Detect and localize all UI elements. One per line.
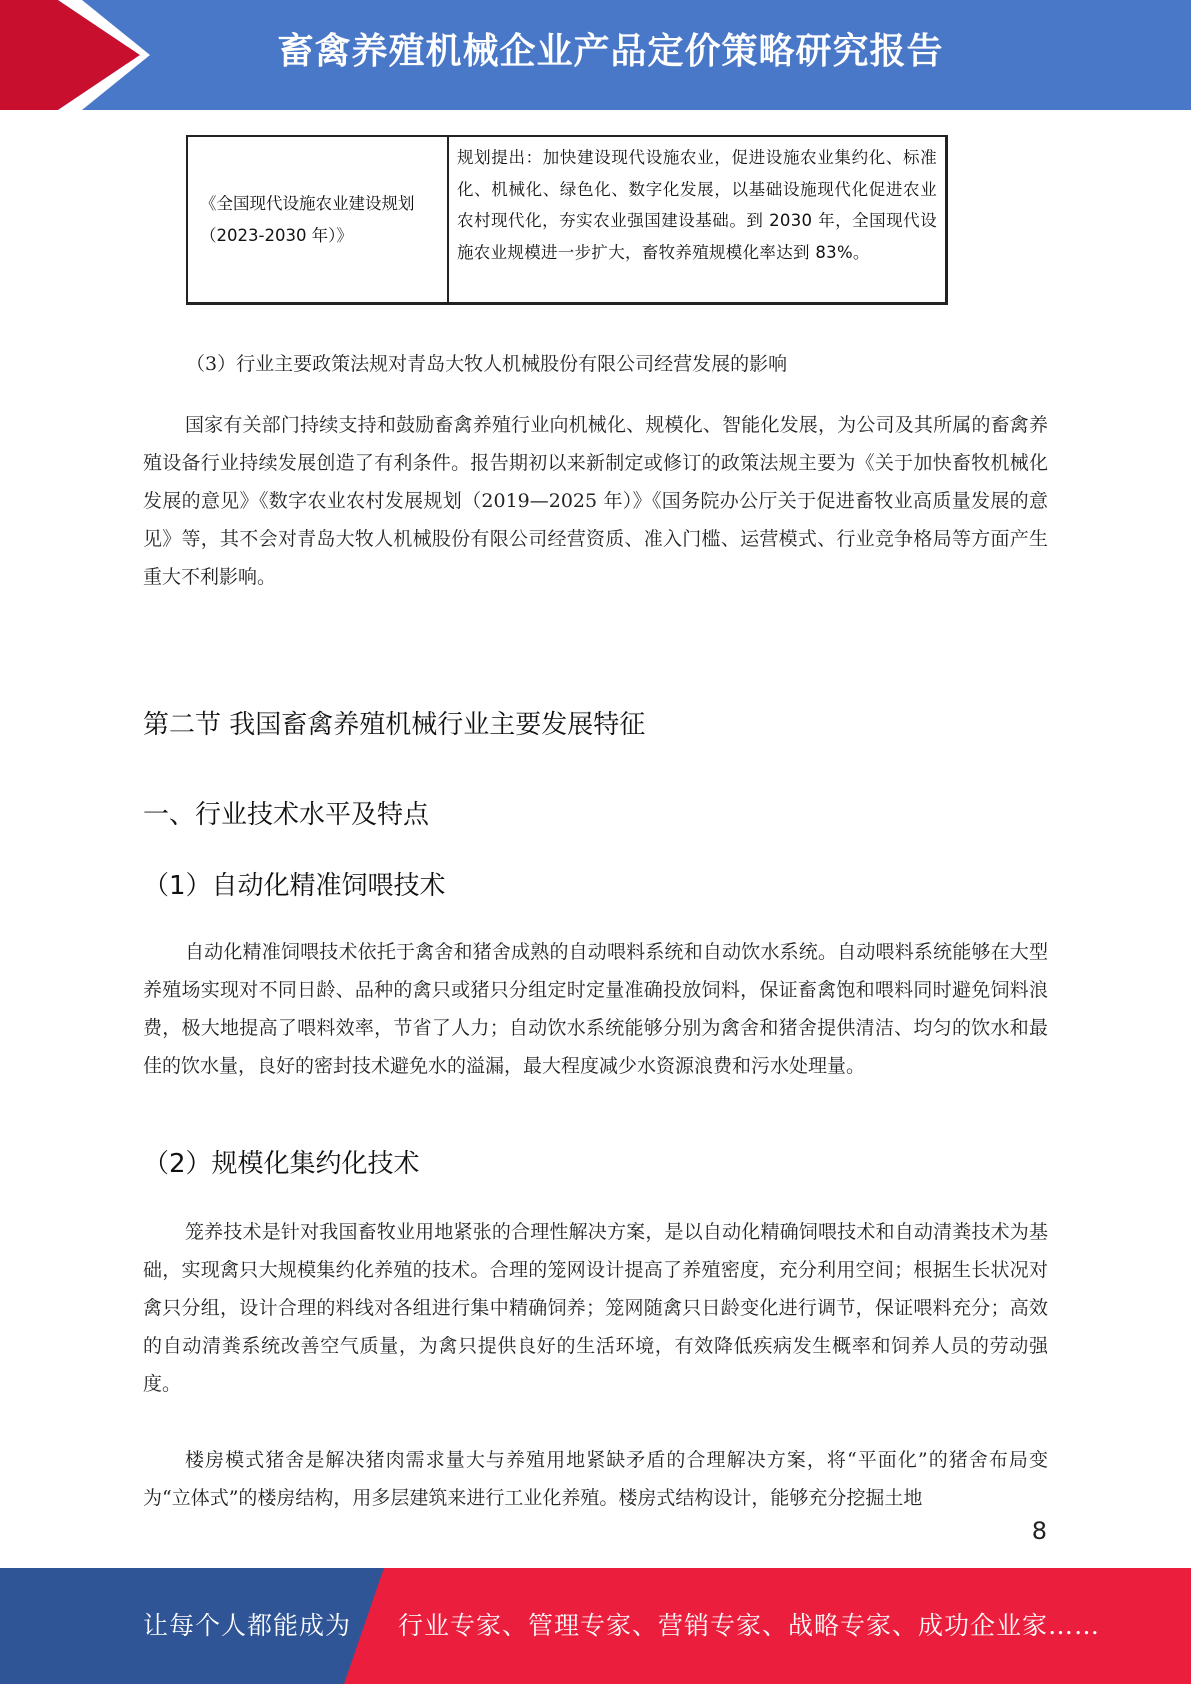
heading-auto-feeding: （1）自动化精准饲喂技术 [143, 871, 446, 901]
policy-name-cell: 《全国现代设施农业建设规划（2023-2030 年）》 [188, 137, 449, 302]
report-title: 畜禽养殖机械企业产品定价策略研究报告 [277, 31, 944, 72]
page-header [0, 0, 1191, 110]
page-footer [0, 1568, 1191, 1684]
footer-slogan-left: 让每个人都能成为 [143, 1611, 352, 1640]
policy-table [186, 135, 948, 305]
paragraph-building: 楼房模式猪舍是解决猪肉需求量大与养殖用地紧缺矛盾的合理解决方案，将“平面化”的猪舍布局变为“立体式”的楼房结构，用多层建筑来进行工业化养殖。楼房式结构设计，能够充分挖掘土地 [143, 1449, 1048, 1509]
sub-item-policy-impact: （3）行业主要政策法规对青岛大牧人机械股份有限公司经营发展的影响 [186, 353, 788, 375]
paragraph-feeding: 自动化精准饲喂技术依托于禽舍和猪舍成熟的自动喂料系统和自动饮水系统。自动喂料系统能够在大型养殖场实现对不同日龄、品种的禽只或猪只分组定时定量准确投放饲料，保证畜禽饱和喂料同时避免饲料浪费，极大地提高了喂料效率，节省了人力；自动饮水系统能够分别为禽舍和猪舍提供清洁、均匀的饮水和最佳的饮水量，良好的密封技术避免水的溢漏，最大程度减少水资源浪费和污水处理量。 [143, 941, 1048, 1077]
paragraph-cage: 笼养技术是针对我国畜牧业用地紧张的合理性解决方案，是以自动化精确饲喂技术和自动清粪技术为基础，实现禽只大规模集约化养殖的技术。合理的笼网设计提高了养殖密度，充分利用空间；根据生长状况对禽只分组，设计合理的料线对各组进行集中精确饲养；笼网随禽只日龄变化进行调节，保证喂料充分；高效的自动清粪系统改善空气质量，为禽只提供良好的生活环境，有效降低疾病发生概率和饲养人员的劳动强度。 [143, 1221, 1048, 1395]
policy-content-cell: 规划提出：加快建设现代设施农业，促进设施农业集约化、标准化、机械化、绿色化、数字化发展，以基础设施现代化促进农业农村现代化，夯实农业强国建设基础。到 2030 年，全国现代设施农业规模进一步扩大，畜牧养殖规模化率达到 83%。 [457, 148, 937, 262]
page-number: 8 [1031, 1517, 1047, 1545]
paragraph-policy: 国家有关部门持续支持和鼓励畜禽养殖行业向机械化、规模化、智能化发展，为公司及其所属的畜禽养殖设备行业持续发展创造了有利条件。报告期初以来新制定或修订的政策法规主要为《关于加快畜牧机械化发展的意见》《数字农业农村发展规划（2019—2025 年）》《国务院办公厅关于促进畜牧业高质量发展的意见》等，其不会对青岛大牧人机械股份有限公司经营资质、准入门槛、运营模式、行业竞争格局等方面产生重大不利影响。 [143, 414, 1048, 588]
heading-scale-intensive: （2）规模化集约化技术 [143, 1149, 420, 1179]
footer-slogan-right: 行业专家、管理专家、营销专家、战略专家、成功企业家…… [398, 1611, 1101, 1640]
section-title: 第二节 我国畜禽养殖机械行业主要发展特征 [143, 710, 646, 740]
heading-tech-level: 一、行业技术水平及特点 [143, 800, 430, 830]
